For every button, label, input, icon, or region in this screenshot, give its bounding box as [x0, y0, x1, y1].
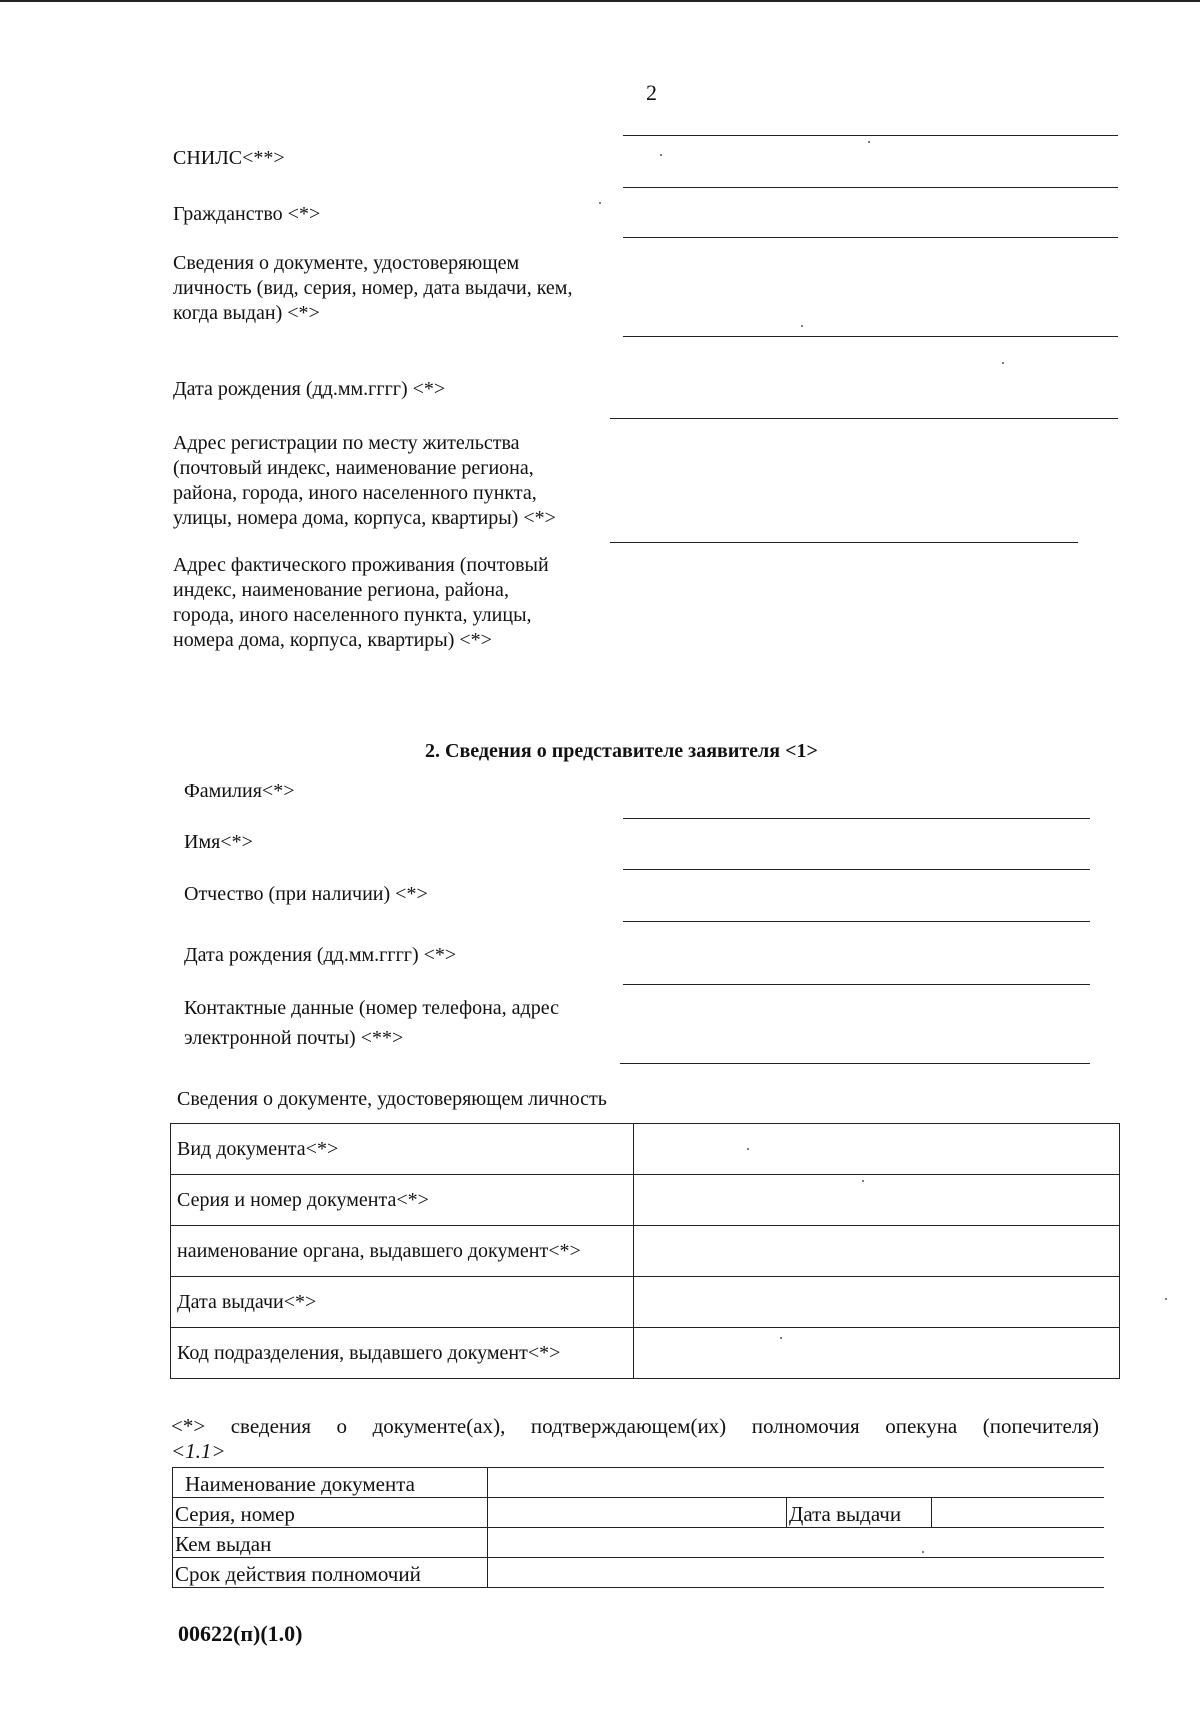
scan-speck — [1165, 1298, 1167, 1300]
id-doc-value-issue-date[interactable] — [634, 1277, 1120, 1328]
footer-form-code: 00622(п)(1.0) — [178, 1621, 303, 1646]
auth-value-doc-name[interactable] — [488, 1468, 1105, 1498]
id-doc-label-series-number: Серия и номер документа<*> — [171, 1175, 634, 1226]
table-row — [173, 1468, 1105, 1498]
auth-value-validity[interactable] — [488, 1558, 1105, 1588]
table-row — [171, 1328, 1120, 1379]
blank-line-registration-address[interactable] — [610, 542, 1078, 543]
id-doc-label-division-code: Код подразделения, выдавшего документ<*> — [171, 1328, 634, 1379]
blank-line-patronymic[interactable] — [623, 921, 1090, 922]
field-label-citizenship: Гражданство <*> — [173, 203, 321, 225]
blank-line-first-name[interactable] — [623, 869, 1090, 870]
blank-line-contacts[interactable] — [620, 1063, 1090, 1064]
blank-line-citizenship[interactable] — [623, 237, 1118, 238]
field-label-rep-birth-date: Дата рождения (дд.мм.гггг) <*> — [184, 944, 457, 966]
scan-speck — [868, 141, 870, 143]
id-doc-label-type: Вид документа<*> — [171, 1124, 634, 1175]
scan-speck — [801, 325, 803, 327]
table-row — [171, 1226, 1120, 1277]
authority-caption: <*> сведения о документе(ах), подтверждающем(их) полномочия опекуна (попечителя) — [171, 1414, 1099, 1438]
id-document-caption: Сведения о документе, удостоверяющем личность — [177, 1088, 607, 1110]
scan-speck — [599, 202, 601, 204]
page-number: 2 — [646, 80, 657, 105]
field-label-first-name: Имя<*> — [184, 831, 253, 853]
table-row — [171, 1277, 1120, 1328]
blank-line-top[interactable] — [623, 135, 1118, 136]
field-label-last-name: Фамилия<*> — [184, 780, 295, 802]
auth-label-validity: Срок действия полномочий — [173, 1558, 488, 1588]
scan-speck — [862, 1180, 864, 1182]
scan-speck — [1002, 362, 1004, 364]
table-row — [171, 1124, 1120, 1175]
table-row — [173, 1558, 1105, 1588]
auth-value-issued-by[interactable] — [488, 1528, 1105, 1558]
table-row — [171, 1175, 1120, 1226]
scan-speck — [660, 154, 662, 156]
blank-line-snils[interactable] — [623, 187, 1118, 188]
auth-value-issue-date[interactable] — [932, 1498, 1105, 1528]
blank-line-last-name[interactable] — [623, 818, 1090, 819]
scan-top-edge — [0, 0, 1200, 2]
auth-label-issue-date: Дата выдачи — [787, 1498, 932, 1528]
auth-label-series-number: Серия, номер — [173, 1498, 488, 1528]
id-doc-label-issuing-authority: наименование органа, выдавшего документ<*> — [171, 1226, 634, 1277]
authority-caption-ref: <1.1> — [171, 1439, 226, 1463]
id-doc-value-issuing-authority[interactable] — [634, 1226, 1120, 1277]
blank-line-identity-document[interactable] — [623, 336, 1118, 337]
scan-speck — [747, 1148, 749, 1150]
id-doc-value-series-number[interactable] — [634, 1175, 1120, 1226]
blank-line-rep-birth-date[interactable] — [623, 984, 1090, 985]
field-label-identity-document: Сведения о документе, удостоверяющем личность (вид, серия, номер, дата выдачи, кем, когда выдан) <*> — [173, 252, 573, 324]
section-2-heading: 2. Сведения о представителе заявителя <1> — [425, 740, 818, 762]
scan-speck — [780, 1337, 782, 1339]
table-row — [173, 1528, 1105, 1558]
blank-line-birth-date[interactable] — [610, 418, 1118, 419]
auth-label-issued-by: Кем выдан — [173, 1528, 488, 1558]
scan-speck — [922, 1551, 924, 1553]
id-doc-label-issue-date: Дата выдачи<*> — [171, 1277, 634, 1328]
id-doc-value-division-code[interactable] — [634, 1328, 1120, 1379]
field-label-patronymic: Отчество (при наличии) <*> — [184, 883, 428, 905]
field-label-registration-address: Адрес регистрации по месту жительства (почтовый индекс, наименование региона, района, города, иного населенного пункта, улицы, номера дома, корпуса, квартиры) <*> — [173, 432, 556, 529]
table-row — [173, 1498, 1105, 1528]
field-label-contacts: Контактные данные (номер телефона, адрес электронной почты) <**> — [184, 997, 559, 1049]
auth-value-series-number[interactable] — [488, 1498, 787, 1528]
field-label-snils: СНИЛС<**> — [173, 147, 285, 169]
authority-table — [172, 1467, 1104, 1588]
id-document-table — [170, 1123, 1120, 1379]
auth-label-doc-name: Наименование документа — [173, 1468, 488, 1498]
field-label-actual-address: Адрес фактического проживания (почтовый индекс, наименование региона, района, города, иного населенного пункта, улицы, номера дома, корпуса, квартиры) <*> — [173, 554, 549, 651]
field-label-birth-date: Дата рождения (дд.мм.гггг) <*> — [173, 378, 446, 400]
id-doc-value-type[interactable] — [634, 1124, 1120, 1175]
